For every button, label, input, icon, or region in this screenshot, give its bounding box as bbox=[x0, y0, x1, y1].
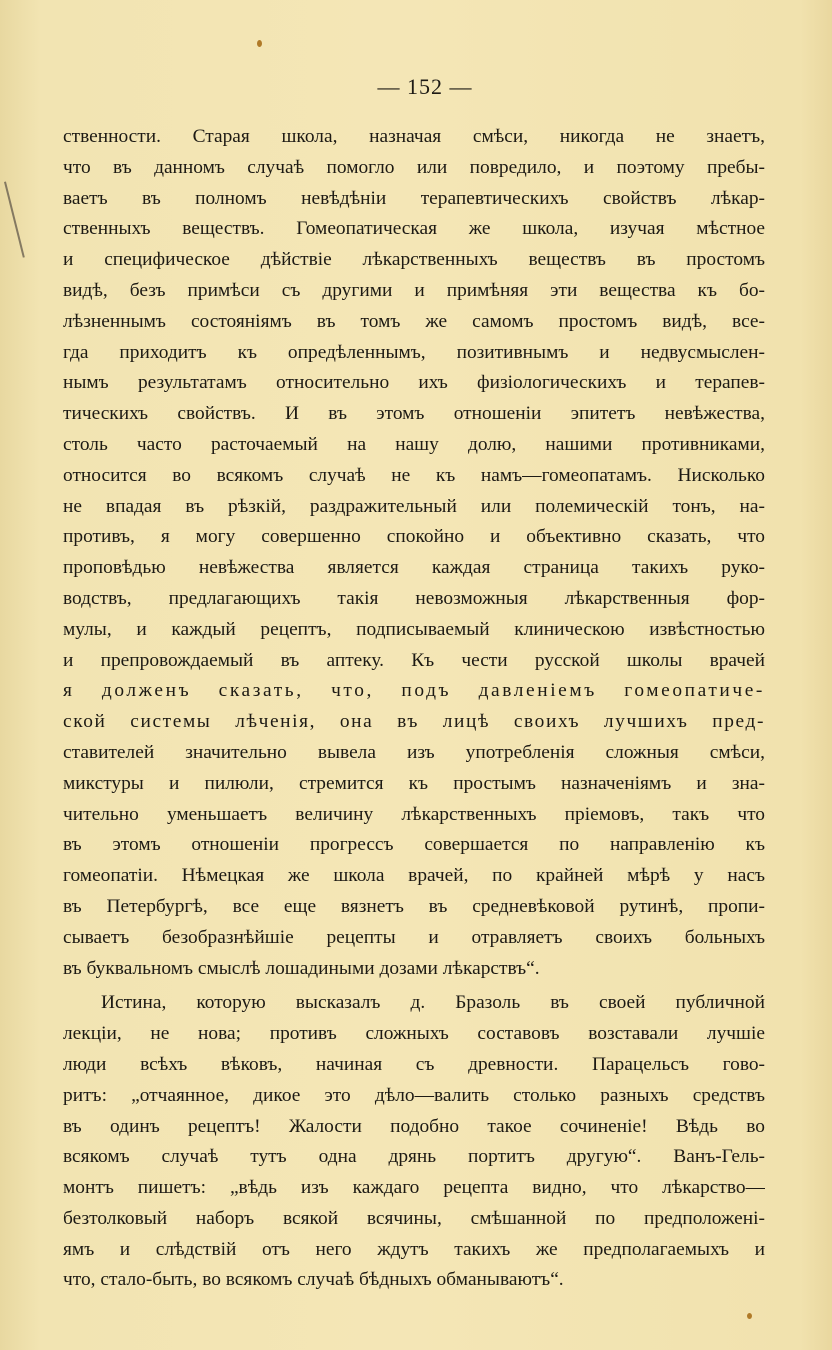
text-line: ственности. Старая школа, назначая смѣси, никогда не знаетъ, bbox=[63, 126, 765, 147]
text-line: ставителей значительно вывела изъ употребленія сложныя смѣси, bbox=[63, 741, 765, 763]
text-line: что, стало-быть, во всякомъ случаѣ бѣдныхъ обманываютъ“. bbox=[63, 1269, 564, 1291]
text-line: лекціи, не нова; противъ сложныхъ составовъ возставали лучшіе bbox=[63, 1023, 765, 1045]
text-line: въ этомъ отношеніи прогрессъ совершается по направленію къ bbox=[63, 834, 765, 856]
text-line: мулы, и каждый рецептъ, подписываемый клиническою извѣстностью bbox=[63, 618, 765, 640]
text-line: противъ, я могу совершенно спокойно и объективно сказать, что bbox=[63, 526, 765, 548]
text-line: гомеопатіи. Нѣмецкая же школа врачей, по крайней мѣрѣ у насъ bbox=[63, 865, 765, 887]
text-line: микстуры и пилюли, стремится къ простымъ назначеніямъ и зна- bbox=[63, 772, 765, 794]
text-line: ямъ и слѣдствій отъ него ждутъ такихъ же предполагаемыхъ и bbox=[63, 1238, 765, 1260]
text-line: въ буквальномъ смыслѣ лошадиными дозами лѣкарствъ“. bbox=[63, 957, 540, 979]
paragraph-1 bbox=[63, 122, 765, 984]
text-line: и специфическое дѣйствіе лѣкарственныхъ веществъ въ простомъ bbox=[63, 249, 765, 271]
text-line: ритъ: „отчаянное, дикое это дѣло—валить столько разныхъ средствъ bbox=[63, 1084, 765, 1106]
paragraph-2 bbox=[63, 988, 765, 1296]
text-line: тическихъ свойствъ. И въ этомъ отношеніи эпитетъ невѣжества, bbox=[63, 403, 765, 425]
page-number: — 152 — bbox=[377, 74, 473, 99]
text-line: гда приходитъ къ опредѣленнымъ, позитивнымъ и недвусмыслен- bbox=[63, 341, 765, 363]
text-line: я долженъ сказать, что, подъ давленіемъ гомеопатиче- bbox=[63, 680, 765, 702]
text-line: проповѣдью невѣжества является каждая страница такихъ руко- bbox=[63, 557, 765, 579]
text-line: и препровождаемый въ аптеку. Къ чести русской школы врачей bbox=[63, 649, 765, 671]
margin-pencil-mark bbox=[4, 182, 25, 258]
text-line: Истина, которую высказалъ д. Бразоль въ своей публичной bbox=[101, 992, 765, 1014]
text-line: ственныхъ веществъ. Гомеопатическая же школа, изучая мѣстное bbox=[63, 218, 765, 240]
text-line: ской системы лѣченія, она въ лицѣ своихъ лучшихъ пред- bbox=[63, 711, 765, 733]
ink-spot-top bbox=[257, 40, 262, 47]
body-text bbox=[63, 122, 765, 1296]
text-line: безтолковый наборъ всякой всячины, смѣшанной по предположені- bbox=[63, 1207, 765, 1229]
text-line: относится во всякомъ случаѣ не къ намъ—гомеопатамъ. Нисколько bbox=[63, 464, 765, 486]
text-line: въ Петербургѣ, все еще вязнетъ въ средневѣковой рутинѣ, пропи- bbox=[63, 895, 765, 917]
text-line: не впадая въ рѣзкій, раздражительный или полемическій тонъ, на- bbox=[63, 495, 765, 517]
ink-spot-bottom bbox=[747, 1313, 752, 1319]
text-line: въ одинъ рецептъ! Жалости подобно такое сочиненіе! Вѣдь во bbox=[63, 1115, 765, 1137]
text-line: столь часто расточаемый на нашу долю, нашими противниками, bbox=[63, 433, 765, 455]
text-line: ваетъ въ полномъ невѣдѣніи терапевтическихъ свойствъ лѣкар- bbox=[63, 187, 765, 209]
text-line: видѣ, безъ примѣси съ другими и примѣняя эти вещества къ бо- bbox=[63, 279, 765, 301]
text-line: всякомъ случаѣ тутъ одна дрянь портитъ другую“. Ванъ-Гель- bbox=[63, 1146, 765, 1168]
text-line: люди всѣхъ вѣковъ, начиная съ древности. Парацельсъ гово- bbox=[63, 1053, 765, 1075]
text-line: что въ данномъ случаѣ помогло или повредило, и поэтому пребы- bbox=[63, 156, 765, 178]
text-line: монтъ пишетъ: „вѣдь изъ каждаго рецепта видно, что лѣкарство— bbox=[63, 1177, 765, 1199]
text-line: нымъ результатамъ относительно ихъ физіологическихъ и терапев- bbox=[63, 372, 765, 394]
text-line: сываетъ безобразнѣйшіе рецепты и отравляетъ своихъ больныхъ bbox=[63, 926, 765, 948]
text-line: водствъ, предлагающихъ такія невозможныя лѣкарственныя фор- bbox=[63, 587, 765, 609]
text-line: чительно уменьшаетъ величину лѣкарственныхъ пріемовъ, такъ что bbox=[63, 803, 765, 825]
text-line: лѣзненнымъ состояніямъ въ томъ же самомъ простомъ видѣ, все- bbox=[63, 310, 765, 332]
